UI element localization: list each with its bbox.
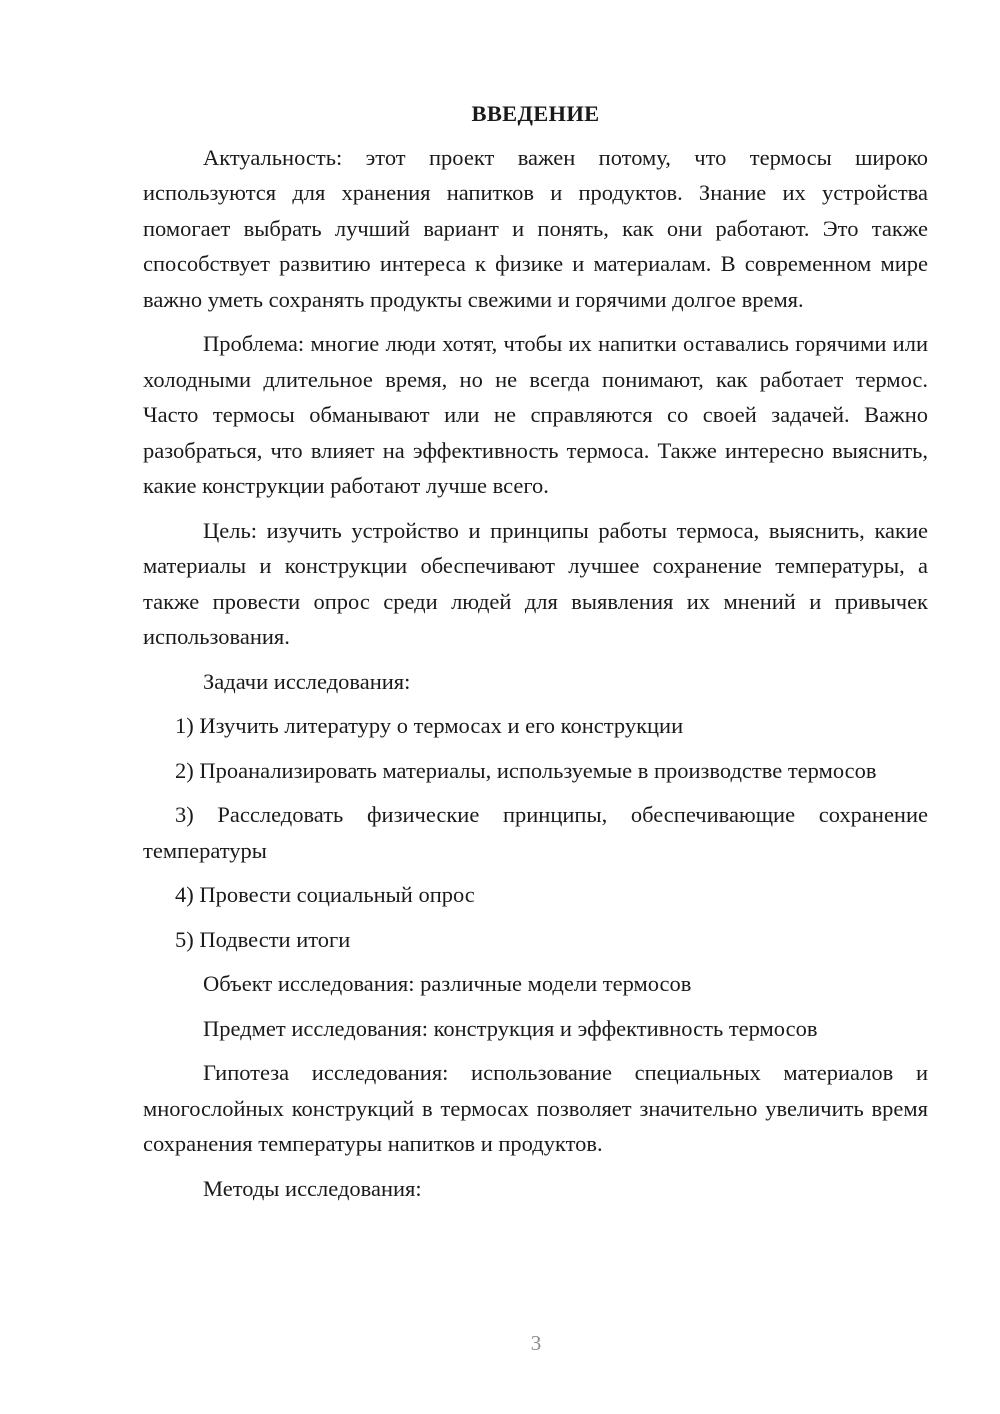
document-page: [143, 96, 928, 1215]
methods-heading: Методы исследования:: [203, 1175, 422, 1201]
task-item: 4) Провести социальный опрос: [175, 882, 475, 907]
object-line: Объект исследования: различные модели термосов: [203, 971, 692, 996]
section-title: ВВЕДЕНИЕ: [471, 101, 600, 126]
page-number: 3: [530, 1331, 542, 1355]
tasks-heading: Задачи исследования:: [203, 668, 411, 694]
hypothesis-paragraph: Гипотеза исследования: использование специальных материалов и многослойных конструкций в термосах позволяет значительно увеличить время сохранения температуры напитков и продуктов.: [143, 1060, 928, 1156]
task-item: 5) Подвести итоги: [175, 926, 351, 952]
task-item: 1) Изучить литературу о термосах и его конструкции: [175, 713, 684, 738]
problem-paragraph: Проблема: многие люди хотят, чтобы их напитки оставались горячими или холодными длительное время, но не всегда понимают, как работает термос. Часто термосы обманывают или не справляются со своей задачей. Важно разобраться, что влияет на эффективность термоса. Также интересно выяснить, какие конструкции работают лучше всего.: [143, 331, 928, 498]
relevance-paragraph: Актуальность: этот проект важен потому, что термосы широко используются для хранения напитков и продуктов. Знание их устройства помогает выбрать лучший вариант и понять, как они работают. Это также способствует развитию интереса к физике и материалам. В современном мире важно уметь сохранять продукты свежими и горячими долгое время.: [143, 144, 928, 312]
task-item: 3) Расследовать физические принципы, обеспечивающие сохранение температуры: [143, 802, 928, 863]
task-item: 2) Проанализировать материалы, используемые в производстве термосов: [175, 757, 877, 783]
goal-paragraph: Цель: изучить устройство и принципы работы термоса, выяснить, какие материалы и конструкции обеспечивают лучшее сохранение температуры, а также провести опрос среди людей для выявления их мнений и привычек использования.: [143, 517, 928, 649]
subject-line: Предмет исследования: конструкция и эффективность термосов: [203, 1015, 818, 1041]
